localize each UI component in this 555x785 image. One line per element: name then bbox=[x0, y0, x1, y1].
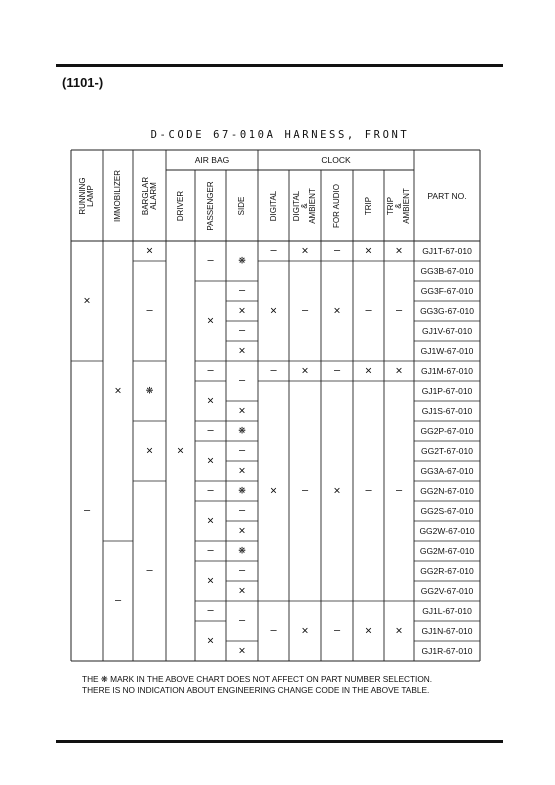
column-header-line: DIGITAL bbox=[292, 190, 301, 221]
cell-mark: × bbox=[238, 403, 246, 418]
column-header-passenger bbox=[207, 181, 215, 230]
cell-mark: × bbox=[145, 443, 154, 458]
column-header-trip-ambient bbox=[387, 188, 411, 224]
column-header-digital-ambient bbox=[293, 188, 317, 224]
column-header-barglar-alarm bbox=[142, 176, 158, 214]
part-number-cell: GG2V-67-010 bbox=[420, 586, 474, 596]
cell-mark: – bbox=[301, 484, 309, 497]
cell-mark: – bbox=[238, 614, 246, 627]
column-header-line: BARGLAR bbox=[140, 176, 150, 215]
cell-mark: – bbox=[270, 624, 277, 637]
part-number-cell: GG2S-67-010 bbox=[420, 506, 474, 516]
cell-mark: – bbox=[207, 424, 214, 437]
part-number-cell: GJ1W-67-010 bbox=[420, 346, 474, 356]
cell-mark: – bbox=[365, 484, 372, 497]
column-header-line: SIDE bbox=[237, 196, 246, 215]
cell-mark: × bbox=[238, 343, 246, 358]
cell-mark: × bbox=[145, 243, 154, 258]
cell-mark: – bbox=[333, 364, 341, 377]
cell-mark: × bbox=[364, 623, 373, 638]
cell-mark: × bbox=[364, 363, 373, 378]
column-header-driver bbox=[177, 190, 185, 220]
part-number-cell: GG2W-67-010 bbox=[419, 526, 475, 536]
column-header-line: FOR AUDIO bbox=[332, 183, 341, 228]
cell-mark: – bbox=[238, 504, 246, 517]
cell-mark: – bbox=[238, 324, 246, 337]
column-header-line: DIGITAL bbox=[268, 190, 278, 221]
cell-mark: × bbox=[301, 623, 309, 638]
part-number-cell: GG3F-67-010 bbox=[420, 286, 474, 296]
cell-mark: × bbox=[395, 243, 403, 258]
cell-mark: – bbox=[238, 564, 246, 577]
column-header-immobilizer bbox=[114, 169, 122, 221]
part-number-cell: GJ1V-67-010 bbox=[421, 326, 473, 336]
group-header-clock: CLOCK bbox=[321, 155, 351, 165]
cell-mark: × bbox=[395, 363, 403, 378]
group-header-air-bag: AIR BAG bbox=[194, 155, 230, 165]
cell-mark: – bbox=[333, 244, 341, 257]
cell-mark: – bbox=[365, 304, 372, 317]
part-number-cell: GJ1T-67-010 bbox=[422, 246, 472, 256]
part-number-cell: GJ1R-67-010 bbox=[421, 646, 473, 656]
cell-mark: ❋ bbox=[238, 255, 246, 266]
cell-mark: × bbox=[176, 443, 185, 458]
part-number-cell: GG3A-67-010 bbox=[420, 466, 474, 476]
cell-mark: – bbox=[146, 304, 153, 317]
cell-mark: × bbox=[206, 453, 215, 468]
cell-mark: × bbox=[301, 243, 309, 258]
cell-mark: × bbox=[333, 483, 341, 498]
cell-mark: × bbox=[206, 573, 215, 588]
part-number-cell: GJ1M-67-010 bbox=[421, 366, 473, 376]
part-no-header: PART NO. bbox=[427, 190, 467, 201]
column-header-line: LAMP bbox=[86, 184, 95, 207]
part-number-cell: GG3B-67-010 bbox=[420, 266, 474, 276]
footnote-line-1: THE ❋ MARK IN THE ABOVE CHART DOES NOT AFFECT ON PART NUMBER SELECTION. bbox=[82, 674, 433, 684]
cell-mark: – bbox=[207, 604, 214, 617]
cell-mark: – bbox=[207, 254, 214, 267]
cell-mark: ❋ bbox=[238, 545, 246, 556]
column-header-line: ALARM bbox=[148, 181, 158, 210]
cell-mark: × bbox=[269, 483, 278, 498]
cell-mark: × bbox=[269, 303, 278, 318]
cell-mark: × bbox=[206, 513, 215, 528]
part-number-cell: GJ1S-67-010 bbox=[421, 406, 473, 416]
cell-mark: – bbox=[333, 624, 341, 637]
cell-mark: × bbox=[395, 623, 403, 638]
page-code: (1101-) bbox=[62, 75, 104, 90]
cell-mark: – bbox=[395, 484, 403, 497]
column-header-digital bbox=[270, 190, 278, 221]
document-title: D-CODE 67-010A HARNESS, FRONT bbox=[150, 129, 410, 141]
column-header-line: PASSENGER bbox=[205, 180, 215, 231]
cell-mark: ❋ bbox=[238, 425, 246, 436]
cell-mark: × bbox=[238, 523, 246, 538]
cell-mark: × bbox=[206, 633, 215, 648]
column-header-line: DRIVER bbox=[175, 190, 185, 221]
cell-mark: – bbox=[238, 444, 246, 457]
cell-mark: × bbox=[206, 393, 215, 408]
column-header-side bbox=[238, 196, 246, 215]
cell-mark: × bbox=[333, 303, 341, 318]
part-number-cell: GJ1P-67-010 bbox=[421, 386, 473, 396]
part-number-cell: GG2N-67-010 bbox=[420, 486, 474, 496]
cell-mark: – bbox=[238, 374, 246, 387]
part-number-cell: GG2R-67-010 bbox=[420, 566, 474, 576]
column-header-line: IMMOBILIZER bbox=[113, 169, 122, 222]
cell-mark: ❋ bbox=[238, 485, 246, 496]
part-number-cell: GG2P-67-010 bbox=[420, 426, 474, 436]
column-header-line: AMBIENT bbox=[308, 187, 317, 224]
cell-mark: × bbox=[238, 643, 246, 658]
cell-mark: × bbox=[83, 293, 91, 308]
cell-mark: – bbox=[207, 544, 214, 557]
part-number-cell: GJ1N-67-010 bbox=[421, 626, 473, 636]
cell-mark: – bbox=[395, 304, 403, 317]
part-number-cell: GG3G-67-010 bbox=[420, 306, 474, 316]
cell-mark: – bbox=[270, 364, 277, 377]
cell-mark: × bbox=[238, 303, 246, 318]
cell-mark: × bbox=[238, 583, 246, 598]
column-header-line: TRIP bbox=[363, 196, 373, 215]
cell-mark: – bbox=[301, 304, 309, 317]
column-header-running-lamp bbox=[79, 177, 95, 214]
column-header-line: TRIP bbox=[386, 196, 395, 215]
column-header-line: AMBIENT bbox=[402, 187, 411, 224]
cell-mark: × bbox=[301, 363, 309, 378]
cell-mark: × bbox=[206, 313, 215, 328]
cell-mark: × bbox=[114, 383, 122, 398]
cell-mark: × bbox=[364, 243, 373, 258]
column-header-for-audio bbox=[333, 183, 341, 227]
cell-mark: – bbox=[146, 564, 153, 577]
cell-mark: ❋ bbox=[145, 385, 154, 396]
bottom-rule bbox=[56, 740, 503, 743]
part-number-cell: GG2T-67-010 bbox=[421, 446, 473, 456]
footnote bbox=[82, 674, 432, 696]
cell-mark: × bbox=[238, 463, 246, 478]
cell-mark: – bbox=[238, 284, 246, 297]
cell-mark: – bbox=[207, 484, 214, 497]
footnote-line-2: THERE IS NO INDICATION ABOUT ENGINEERING CHANGE CODE IN THE ABOVE TABLE. bbox=[82, 685, 430, 695]
part-number-cell: GJ1L-67-010 bbox=[422, 606, 472, 616]
cell-mark: – bbox=[270, 244, 277, 257]
part-number-cell: GG2M-67-010 bbox=[419, 546, 475, 556]
cell-mark: – bbox=[207, 364, 214, 377]
column-header-line: & bbox=[394, 202, 403, 209]
cell-mark: – bbox=[83, 504, 91, 517]
column-header-line: & bbox=[300, 202, 309, 209]
column-header-line: RUNNING bbox=[78, 176, 87, 215]
column-header-trip bbox=[365, 196, 373, 214]
cell-mark: – bbox=[114, 594, 122, 607]
